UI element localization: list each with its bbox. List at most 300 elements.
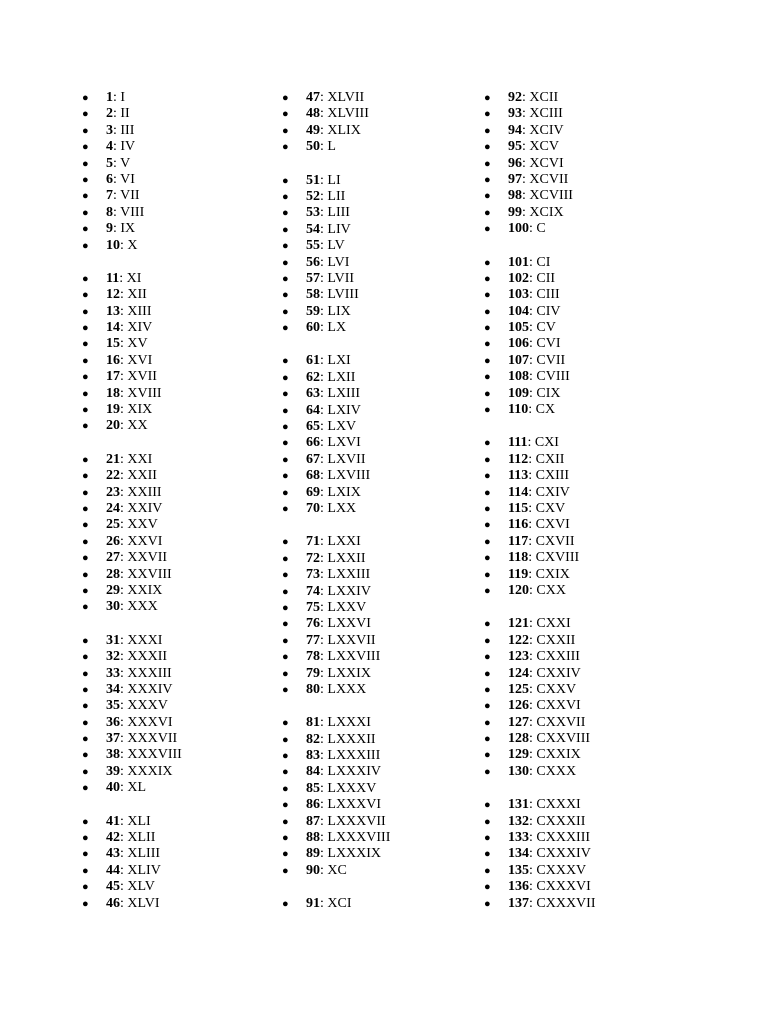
- list-item: [482, 139, 596, 155]
- arabic-number: 22: [106, 468, 120, 484]
- bullet-icon: ●: [484, 289, 491, 302]
- bullet-icon: ●: [82, 305, 89, 318]
- separator: :: [320, 451, 328, 467]
- list-item: [482, 731, 596, 747]
- list-item: [482, 221, 596, 237]
- roman-numeral: LII: [327, 188, 346, 204]
- separator: :: [320, 632, 328, 648]
- bullet-icon: ●: [282, 322, 289, 335]
- arabic-number: 134: [508, 846, 529, 862]
- roman-numeral: III: [120, 122, 135, 138]
- roman-numeral: LXXXIX: [327, 846, 382, 862]
- list-item: [482, 715, 596, 731]
- bullet-icon: ●: [484, 618, 491, 631]
- arabic-number: 123: [508, 649, 529, 665]
- roman-numeral: XCII: [529, 90, 559, 105]
- arabic-number: 89: [306, 846, 320, 862]
- separator: :: [527, 435, 535, 451]
- list-item: [280, 764, 390, 780]
- bullet-icon: ●: [282, 437, 289, 450]
- list-item: [80, 90, 182, 106]
- bullet-icon: ●: [82, 272, 89, 285]
- list-item: [280, 370, 390, 386]
- list-item: [280, 90, 390, 106]
- arabic-number: 76: [306, 616, 320, 632]
- roman-numeral: CXXVIII: [536, 731, 591, 747]
- roman-numeral: CII: [536, 270, 556, 286]
- list-item: [280, 501, 390, 517]
- separator: :: [120, 418, 128, 434]
- list-item: [80, 517, 182, 533]
- list-item: [80, 649, 182, 665]
- separator: :: [120, 500, 128, 516]
- arabic-number: 10: [106, 237, 120, 253]
- list-item: [482, 287, 596, 303]
- arabic-number: 65: [306, 419, 320, 435]
- arabic-number: 116: [508, 517, 529, 533]
- roman-numeral: LXXXVIII: [327, 830, 391, 846]
- arabic-number: 28: [106, 566, 120, 582]
- arabic-number: 130: [508, 763, 529, 779]
- bullet-icon: ●: [82, 700, 89, 713]
- list-item: [80, 123, 182, 139]
- bullet-icon: ●: [484, 453, 491, 466]
- bullet-icon: ●: [82, 683, 89, 696]
- bullet-icon: ●: [484, 552, 491, 565]
- separator: :: [320, 369, 328, 385]
- list-item: [80, 534, 182, 550]
- bullet-icon: ●: [484, 272, 491, 285]
- roman-numeral: LV: [327, 238, 345, 254]
- bullet-icon: ●: [484, 92, 491, 104]
- bullet-icon: ●: [282, 569, 289, 582]
- roman-numeral: XCVIII: [529, 188, 573, 204]
- list-item: [482, 567, 596, 583]
- roman-numeral: CXV: [535, 500, 566, 516]
- arabic-number: 56: [306, 254, 320, 270]
- separator: :: [529, 846, 537, 862]
- list-item: [482, 106, 596, 122]
- bullet-icon: ●: [484, 848, 491, 861]
- list-item: [80, 814, 182, 830]
- roman-numeral: CV: [536, 320, 556, 336]
- arabic-number: 12: [106, 287, 120, 303]
- bullet-icon: ●: [82, 108, 89, 121]
- arabic-number: 108: [508, 369, 529, 385]
- arabic-number: 35: [106, 698, 120, 714]
- list-item: [280, 584, 390, 600]
- arabic-number: 2: [106, 106, 113, 122]
- bullet-icon: ●: [282, 92, 289, 104]
- roman-numeral: C: [536, 221, 546, 237]
- numeral-group: [80, 814, 182, 912]
- separator: :: [528, 517, 536, 533]
- bullet-icon: ●: [282, 651, 289, 664]
- separator: :: [529, 385, 537, 401]
- bullet-icon: ●: [82, 502, 89, 515]
- separator: :: [120, 763, 128, 779]
- list-item: [482, 386, 596, 402]
- bullet-icon: ●: [82, 552, 89, 565]
- arabic-number: 120: [508, 582, 529, 598]
- roman-numeral: XCVII: [529, 171, 569, 187]
- separator: :: [320, 172, 328, 188]
- arabic-number: 77: [306, 632, 320, 648]
- separator: :: [522, 90, 530, 105]
- roman-numeral: LIII: [327, 205, 350, 221]
- roman-numeral: LX: [327, 320, 347, 336]
- arabic-number: 58: [306, 287, 320, 303]
- separator: :: [320, 90, 328, 105]
- bullet-icon: ●: [484, 486, 491, 499]
- separator: :: [120, 698, 128, 714]
- roman-numeral: XLII: [127, 830, 156, 846]
- list-item: [280, 732, 390, 748]
- roman-numeral: XVII: [127, 369, 157, 385]
- bullet-icon: ●: [82, 634, 89, 647]
- roman-numeral: XXVIII: [127, 566, 172, 582]
- arabic-number: 114: [508, 484, 529, 500]
- arabic-number: 90: [306, 862, 320, 878]
- arabic-number: 24: [106, 500, 120, 516]
- bullet-icon: ●: [484, 584, 491, 597]
- bullet-icon: ●: [484, 815, 491, 828]
- separator: :: [113, 221, 121, 237]
- numeral-group: [280, 896, 390, 912]
- arabic-number: 7: [106, 188, 113, 204]
- arabic-number: 51: [306, 172, 320, 188]
- list-item: [482, 846, 596, 862]
- arabic-number: 109: [508, 385, 529, 401]
- separator: :: [529, 270, 537, 286]
- list-item: [482, 863, 596, 879]
- roman-numeral: XVIII: [127, 385, 162, 401]
- roman-numeral: XII: [127, 287, 147, 303]
- arabic-number: 68: [306, 468, 320, 484]
- separator: :: [529, 665, 537, 681]
- bullet-icon: ●: [484, 683, 491, 696]
- arabic-number: 97: [508, 171, 522, 187]
- separator: :: [120, 665, 128, 681]
- list-item: [80, 567, 182, 583]
- arabic-number: 72: [306, 550, 320, 566]
- roman-numeral: LXXXII: [327, 731, 376, 747]
- roman-numeral: LXXII: [327, 550, 366, 566]
- separator: :: [529, 698, 537, 714]
- bullet-icon: ●: [82, 470, 89, 483]
- list-item: [280, 452, 390, 468]
- list-item: [80, 633, 182, 649]
- roman-numeral: LXXXVII: [327, 813, 386, 829]
- bullet-icon: ●: [484, 568, 491, 581]
- bullet-icon: ●: [282, 404, 289, 417]
- separator: :: [113, 204, 121, 220]
- bullet-icon: ●: [82, 716, 89, 729]
- roman-numeral: XX: [127, 418, 148, 434]
- bullet-icon: ●: [282, 536, 289, 549]
- arabic-number: 119: [508, 566, 529, 582]
- arabic-number: 45: [106, 879, 120, 895]
- arabic-number: 14: [106, 320, 120, 336]
- roman-numeral: XXXIX: [127, 763, 173, 779]
- arabic-number: 100: [508, 221, 529, 237]
- arabic-number: 47: [306, 90, 320, 105]
- separator: :: [120, 813, 128, 829]
- separator: :: [320, 748, 328, 764]
- arabic-number: 52: [306, 188, 320, 204]
- list-item: [280, 106, 390, 122]
- list-item: [482, 501, 596, 517]
- bullet-icon: ●: [282, 717, 289, 730]
- bullet-icon: ●: [282, 864, 289, 877]
- roman-numeral: CXVII: [535, 533, 575, 549]
- bullet-icon: ●: [282, 683, 289, 696]
- roman-numeral: CXXX: [536, 763, 577, 779]
- arabic-number: 59: [306, 303, 320, 319]
- arabic-number: 20: [106, 418, 120, 434]
- roman-numeral: LVII: [327, 270, 355, 286]
- arabic-number: 71: [306, 534, 320, 550]
- bullet-icon: ●: [484, 157, 491, 170]
- roman-numeral: XLVIII: [327, 106, 369, 122]
- list-item: [80, 221, 182, 237]
- separator: :: [529, 731, 537, 747]
- list-item: [80, 336, 182, 352]
- separator: :: [529, 862, 537, 878]
- arabic-number: 127: [508, 714, 529, 730]
- roman-numeral: XXXVIII: [127, 747, 182, 763]
- numeral-group: [80, 633, 182, 797]
- bullet-icon: ●: [82, 206, 89, 219]
- bullet-icon: ●: [282, 371, 289, 384]
- separator: :: [120, 352, 128, 368]
- list-item: [280, 896, 390, 912]
- list-item: [280, 551, 390, 567]
- roman-numeral: CXXXV: [536, 862, 587, 878]
- arabic-number: 137: [508, 895, 529, 911]
- roman-numeral: XIII: [127, 303, 152, 319]
- separator: :: [320, 599, 328, 615]
- list-item: [80, 418, 182, 434]
- bullet-icon: ●: [484, 502, 491, 515]
- separator: :: [113, 122, 121, 138]
- separator: :: [320, 567, 328, 583]
- roman-numeral: XLIV: [127, 862, 161, 878]
- list-item: [280, 320, 390, 336]
- arabic-number: 113: [508, 468, 529, 484]
- separator: :: [529, 763, 537, 779]
- list-item: [280, 715, 390, 731]
- roman-numeral: VII: [120, 188, 140, 204]
- roman-numeral: LXXX: [327, 681, 367, 697]
- column-2: [280, 90, 390, 930]
- bullet-icon: ●: [484, 305, 491, 318]
- bullet-icon: ●: [282, 305, 289, 318]
- roman-numeral: LXXXV: [327, 780, 377, 796]
- roman-numeral: V: [120, 155, 131, 171]
- separator: :: [120, 533, 128, 549]
- separator: :: [529, 254, 537, 270]
- bullet-icon: ●: [82, 782, 89, 795]
- arabic-number: 31: [106, 632, 120, 648]
- arabic-number: 105: [508, 320, 529, 336]
- roman-numeral: XV: [127, 336, 148, 352]
- arabic-number: 53: [306, 205, 320, 221]
- separator: :: [120, 369, 128, 385]
- roman-numeral: CXIX: [535, 566, 570, 582]
- separator: :: [113, 188, 121, 204]
- list-item: [482, 830, 596, 846]
- roman-numeral: CXXXVI: [536, 879, 591, 895]
- list-item: [280, 238, 390, 254]
- roman-numeral: XXXVI: [127, 714, 173, 730]
- arabic-number: 50: [306, 139, 320, 155]
- list-item: [482, 764, 596, 780]
- separator: :: [320, 205, 328, 221]
- list-item: [482, 304, 596, 320]
- list-item: [280, 814, 390, 830]
- roman-numeral: LXXV: [327, 599, 367, 615]
- bullet-icon: ●: [82, 519, 89, 532]
- list-item: [482, 90, 596, 106]
- list-item: [482, 534, 596, 550]
- bullet-icon: ●: [282, 207, 289, 220]
- separator: :: [320, 715, 328, 731]
- list-item: [80, 731, 182, 747]
- numeral-group: [482, 90, 596, 238]
- list-item: [80, 238, 182, 254]
- separator: :: [120, 780, 128, 796]
- bullet-icon: ●: [484, 700, 491, 713]
- roman-numeral: CXXVI: [536, 698, 581, 714]
- bullet-icon: ●: [82, 749, 89, 762]
- roman-numeral: LXIII: [327, 386, 361, 402]
- bullet-icon: ●: [484, 322, 491, 335]
- bullet-icon: ●: [484, 733, 491, 746]
- roman-numeral: CXXXIV: [536, 846, 591, 862]
- separator: :: [528, 402, 536, 418]
- roman-numeral: LXXXIII: [327, 748, 381, 764]
- list-item: [280, 616, 390, 632]
- separator: :: [120, 747, 128, 763]
- arabic-number: 41: [106, 813, 120, 829]
- list-item: [280, 534, 390, 550]
- bullet-icon: ●: [484, 124, 491, 137]
- bullet-icon: ●: [484, 535, 491, 548]
- separator: :: [529, 303, 537, 319]
- bullet-icon: ●: [484, 897, 491, 910]
- separator: :: [120, 566, 128, 582]
- bullet-icon: ●: [282, 470, 289, 483]
- roman-numeral: CI: [536, 254, 551, 270]
- bullet-icon: ●: [82, 832, 89, 845]
- roman-numeral: CXXIII: [536, 649, 580, 665]
- roman-numeral: CXII: [535, 451, 565, 467]
- list-item: [80, 698, 182, 714]
- arabic-number: 8: [106, 204, 113, 220]
- roman-numeral: LXIV: [327, 402, 361, 418]
- separator: :: [113, 155, 121, 171]
- list-item: [80, 747, 182, 763]
- separator: :: [528, 468, 536, 484]
- roman-numeral: LXVI: [327, 435, 361, 451]
- roman-numeral: CXXVII: [536, 714, 586, 730]
- roman-numeral: CXIII: [535, 468, 570, 484]
- separator: :: [522, 204, 530, 220]
- separator: :: [320, 270, 328, 286]
- arabic-number: 40: [106, 780, 120, 796]
- separator: :: [320, 353, 328, 369]
- list-item: [482, 616, 596, 632]
- numeral-group: [280, 90, 390, 156]
- roman-numeral: IV: [120, 139, 136, 155]
- arabic-number: 80: [306, 681, 320, 697]
- bullet-icon: ●: [82, 584, 89, 597]
- list-item: [280, 435, 390, 451]
- list-item: [80, 485, 182, 501]
- bullet-icon: ●: [82, 864, 89, 877]
- bullet-icon: ●: [282, 256, 289, 269]
- arabic-number: 69: [306, 484, 320, 500]
- list-item: [80, 106, 182, 122]
- arabic-number: 26: [106, 533, 120, 549]
- separator: :: [529, 830, 537, 846]
- separator: :: [320, 830, 328, 846]
- arabic-number: 13: [106, 303, 120, 319]
- separator: :: [522, 188, 530, 204]
- list-item: [482, 797, 596, 813]
- numeral-group: [280, 353, 390, 517]
- separator: :: [120, 550, 128, 566]
- roman-numeral: XXIV: [127, 500, 163, 516]
- list-item: [482, 320, 596, 336]
- arabic-number: 29: [106, 582, 120, 598]
- arabic-number: 124: [508, 665, 529, 681]
- separator: :: [120, 846, 128, 862]
- bullet-icon: ●: [282, 634, 289, 647]
- separator: :: [522, 122, 530, 138]
- bullet-icon: ●: [484, 173, 491, 186]
- arabic-number: 104: [508, 303, 529, 319]
- separator: :: [113, 90, 121, 105]
- separator: :: [529, 879, 537, 895]
- separator: :: [120, 895, 128, 911]
- arabic-number: 82: [306, 731, 320, 747]
- bullet-icon: ●: [82, 815, 89, 828]
- roman-numeral: XXVI: [127, 533, 163, 549]
- separator: :: [320, 122, 328, 138]
- roman-numeral: VIII: [120, 204, 145, 220]
- separator: :: [320, 665, 328, 681]
- bullet-icon: ●: [484, 141, 491, 154]
- list-item: [280, 386, 390, 402]
- list-item: [280, 173, 390, 189]
- roman-numeral: II: [120, 106, 130, 122]
- arabic-number: 103: [508, 287, 529, 303]
- separator: :: [120, 287, 128, 303]
- arabic-number: 49: [306, 122, 320, 138]
- roman-numeral: LI: [327, 172, 341, 188]
- list-item: [280, 419, 390, 435]
- bullet-icon: ●: [82, 881, 89, 894]
- arabic-number: 6: [106, 171, 113, 187]
- arabic-number: 39: [106, 763, 120, 779]
- arabic-number: 5: [106, 155, 113, 171]
- arabic-number: 44: [106, 862, 120, 878]
- arabic-number: 16: [106, 352, 120, 368]
- roman-numeral: L: [327, 139, 336, 155]
- bullet-icon: ●: [282, 601, 289, 614]
